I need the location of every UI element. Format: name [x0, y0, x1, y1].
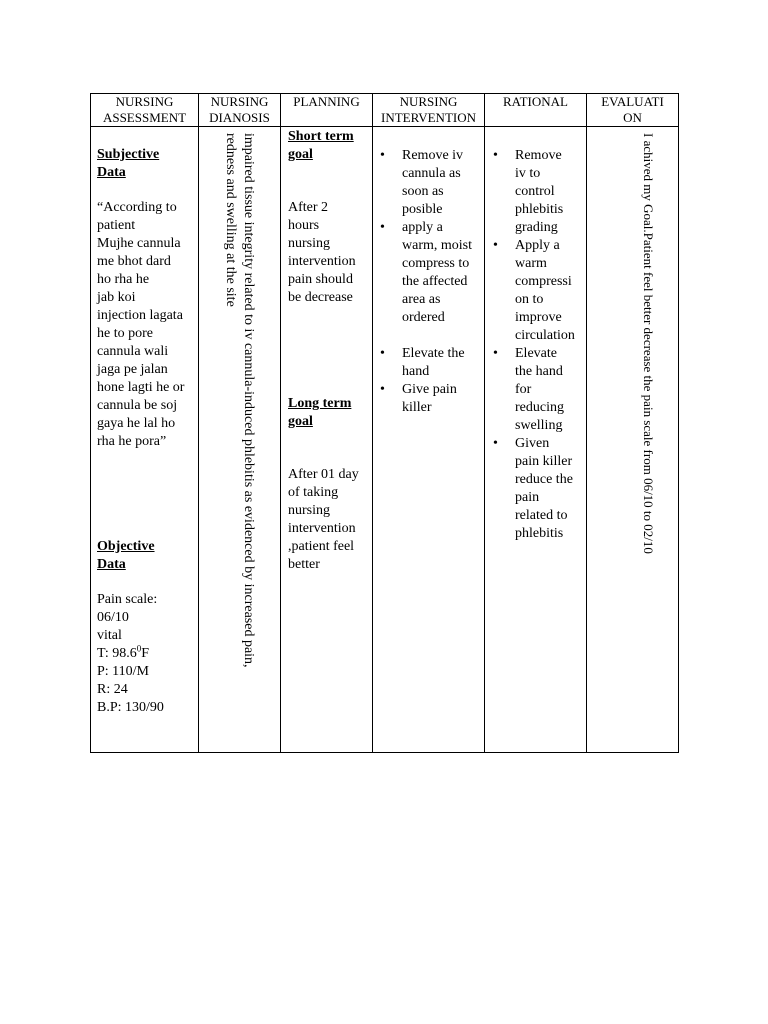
- temperature-value: T: 98.6: [97, 646, 137, 661]
- pain-scale: Pain scale: 06/10: [97, 592, 158, 625]
- diagnosis-text: impaired tissue integrity related to iv cannula-induced phlebitis as evidenced by increased pain, redness and swelling at the site: [223, 133, 256, 668]
- header-assessment: NURSING ASSESSMENT: [102, 94, 187, 125]
- long-term-goal-heading: Long term goal: [288, 396, 352, 429]
- rational-item-text: Elevate the hand for reducing swelling: [515, 346, 564, 433]
- pulse: P: 110/M: [97, 664, 149, 679]
- intervention-item-text: Give pain killer: [402, 382, 457, 415]
- list-item: [487, 237, 585, 345]
- list-item: [374, 381, 482, 417]
- intervention-list: [374, 147, 482, 417]
- bullet-icon: •: [493, 436, 498, 451]
- table-border-left: [90, 93, 91, 753]
- vital-label: vital: [97, 628, 122, 643]
- list-item: [487, 147, 585, 237]
- table-border-right: [678, 93, 679, 753]
- subjective-heading: Subjective Data: [97, 147, 160, 180]
- list-item: [374, 147, 482, 219]
- temperature-degree: 0: [136, 643, 142, 654]
- column-divider: [484, 93, 485, 753]
- blood-pressure: B.P: 130/90: [97, 700, 164, 715]
- column-divider: [586, 93, 587, 753]
- list-item: [374, 219, 482, 327]
- header-evaluation: EVALUATI ON: [601, 94, 664, 125]
- header-intervention: NURSING INTERVENTION: [381, 94, 476, 125]
- subjective-text: “According to patient Mujhe cannula me bhot dard ho rha he jab koi injection lagata he to pore cannula wali jaga pe jalan hone lagti he or cannula be soj gaya he lal ho rha he pora”: [97, 200, 185, 449]
- list-item: [487, 345, 585, 435]
- long-term-goal-text: After 01 day of taking nursing intervention ,patient feel better: [288, 467, 359, 572]
- bullet-icon: •: [380, 382, 385, 397]
- rational-item-text: Given pain killer reduce the pain related to phlebitis: [515, 436, 573, 541]
- intervention-item-text: Remove iv cannula as soon as posible: [402, 148, 464, 217]
- table-border-bottom: [90, 752, 679, 753]
- temperature: [97, 645, 149, 663]
- short-term-goal-text: After 2 hours nursing intervention pain should be decrease: [288, 200, 356, 305]
- bullet-icon: •: [493, 148, 498, 163]
- header-rational: RATIONAL: [503, 94, 568, 109]
- bullet-icon: •: [380, 346, 385, 361]
- intervention-item-text: apply a warm, moist compress to the affected area as ordered: [402, 220, 472, 325]
- column-divider: [280, 93, 281, 753]
- bullet-icon: •: [493, 238, 498, 253]
- intervention-item-text: Elevate the hand: [402, 346, 465, 379]
- evaluation-text: I achived my Goal.Patient feel better decrease the pain scale from 06/10 to 02/10: [641, 133, 656, 554]
- rational-list: [487, 147, 585, 543]
- short-term-goal-heading: Short term goal: [288, 129, 354, 162]
- care-plan-table: [90, 93, 679, 753]
- bullet-icon: •: [493, 346, 498, 361]
- list-item: [487, 435, 585, 543]
- list-item: [374, 345, 482, 381]
- respiration: R: 24: [97, 682, 128, 697]
- header-planning: PLANNING: [293, 94, 360, 109]
- rational-item-text: Remove iv to control phlebitis grading: [515, 148, 564, 235]
- rational-item-text: Apply a warm compressi on to improve circulation: [515, 238, 575, 343]
- column-divider: [198, 93, 199, 753]
- bullet-icon: •: [380, 220, 385, 235]
- objective-heading: Objective Data: [97, 539, 155, 572]
- column-divider: [372, 93, 373, 753]
- header-diagnosis: NURSING DIANOSIS: [209, 94, 270, 125]
- bullet-icon: •: [380, 148, 385, 163]
- temperature-unit: F: [141, 646, 150, 661]
